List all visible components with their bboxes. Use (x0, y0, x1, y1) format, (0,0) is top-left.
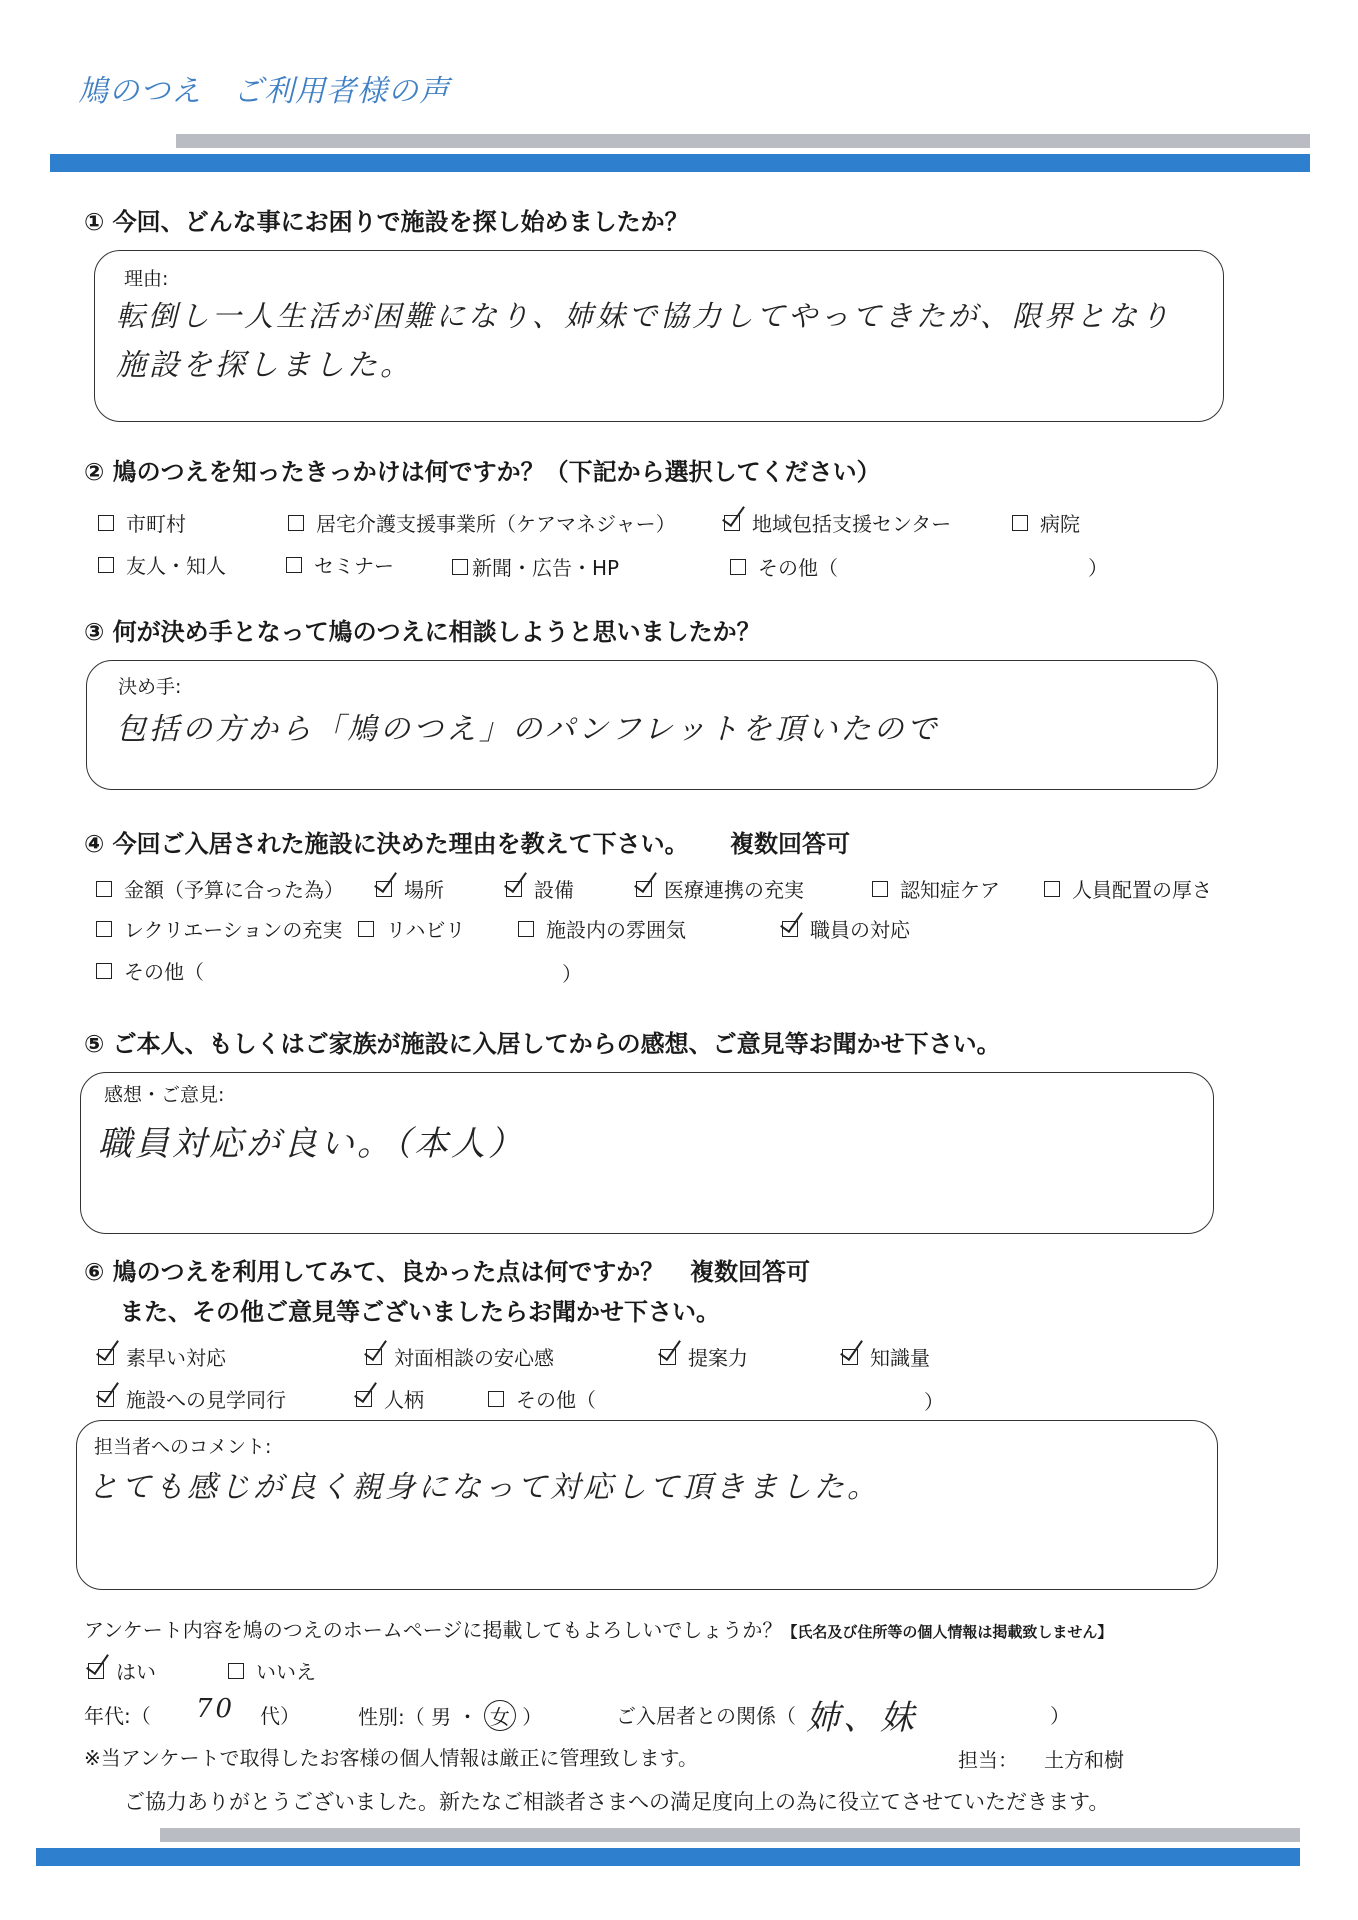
q4-option-dementia-care[interactable]: 認知症ケア (872, 874, 1000, 903)
q6-option-face-to-face[interactable]: 対面相談の安心感 (366, 1342, 554, 1371)
q6-option-other[interactable]: その他（ (488, 1384, 596, 1413)
publish-question: アンケート内容を鳩のつえのホームページに掲載してもよろしいでしょうか？ (84, 1618, 783, 1642)
relation-value: 姉、妹 (806, 1698, 917, 1738)
footer-gray-bar (160, 1828, 1300, 1842)
gender-separator: ・ (457, 1705, 478, 1729)
q4-option-recreation[interactable]: レクリエーションの充実 (96, 914, 342, 943)
q2-option-municipality[interactable]: 市町村 (98, 508, 186, 537)
q4-option-staff-response[interactable]: 職員の対応 (782, 914, 910, 943)
q2-other-close: ） (1088, 556, 1108, 580)
age-suffix: 代） (260, 1704, 300, 1728)
thanks-message: ご協力ありがとうございました。新たなご相談者さまへの満足度向上の為に役立てさせていただきます。 (124, 1790, 1110, 1814)
q4-question: ④ 今回ご入居された施設に決めた理由を教えて下さい。 (84, 830, 689, 858)
q4-checkbox-6[interactable] (96, 921, 112, 937)
q3-answer: 包括の方から「鳩のつえ」のパンフレットを頂いたので (116, 712, 940, 747)
q4-option-other[interactable]: その他（ (96, 956, 204, 985)
q6-checkbox-3[interactable] (842, 1349, 858, 1365)
header-gray-bar (176, 134, 1310, 148)
q6-checkbox-5[interactable] (356, 1391, 372, 1407)
page-title: 鳩のつえ ご利用者様の声 (78, 74, 450, 109)
publish-yes-checkbox[interactable] (88, 1663, 104, 1679)
q6-checkbox-6[interactable] (488, 1391, 504, 1407)
q6-comment-label: 担当者へのコメント: (94, 1436, 272, 1458)
q6-option-tour-escort[interactable]: 施設への見学同行 (98, 1384, 286, 1413)
q2-checkbox-4[interactable] (98, 557, 114, 573)
q2-question: ② 鳩のつえを知ったきっかけは何ですか？（下記から選択してください） (84, 458, 881, 486)
relation-close: ） (1050, 1704, 1070, 1728)
header-blue-bar (50, 154, 1310, 172)
q6-question-line2: また、その他ご意見等ございましたらお聞かせ下さい。 (120, 1298, 720, 1326)
staff-label: 担当： (958, 1748, 1018, 1772)
q1-question: ① 今回、どんな事にお困りで施設を探し始めましたか？ (84, 208, 689, 236)
q4-checkbox-8[interactable] (518, 921, 534, 937)
q2-checkbox-6[interactable] (452, 559, 468, 575)
relation-label: ご入居者との関係（ (616, 1704, 796, 1728)
q6-option-personality[interactable]: 人柄 (356, 1384, 424, 1413)
q6-checkbox-2[interactable] (660, 1349, 676, 1365)
q6-option-knowledge[interactable]: 知識量 (842, 1342, 930, 1371)
q2-checkbox-2[interactable] (724, 515, 740, 531)
q5-answer: 職員対応が良い。（本人） (98, 1124, 525, 1164)
publish-no-checkbox[interactable] (228, 1663, 244, 1679)
q6-comment: とても感じが良く親身になって対応して頂きました。 (88, 1470, 880, 1505)
q4-option-rehab[interactable]: リハビリ (358, 914, 465, 943)
q4-checkbox-10[interactable] (96, 963, 112, 979)
q6-option-quick-response[interactable]: 素早い対応 (98, 1342, 226, 1371)
gender-male: 男 (431, 1705, 452, 1729)
gender-row (358, 1700, 542, 1731)
staff-name: 土方和樹 (1044, 1748, 1124, 1772)
q1-answer-line2: 施設を探しました。 (116, 348, 413, 383)
age-label: 年代:（ (84, 1704, 151, 1728)
q6-checkbox-1[interactable] (366, 1349, 382, 1365)
q6-checkbox-0[interactable] (98, 1349, 114, 1365)
q4-option-medical[interactable]: 医療連携の充実 (636, 874, 804, 903)
q6-question: ⑥ 鳩のつえを利用してみて、良かった点は何ですか？ (84, 1258, 665, 1286)
q2-option-newspaper[interactable]: 新聞・広告・HP (452, 552, 619, 581)
q4-checkbox-2[interactable] (506, 881, 522, 897)
q3-label: 決め手: (118, 676, 182, 698)
q4-option-facilities[interactable]: 設備 (506, 874, 574, 903)
q4-checkbox-1[interactable] (376, 881, 392, 897)
footer-blue-bar (36, 1848, 1300, 1866)
q3-question: ③ 何が決め手となって鳩のつえに相談しようと思いましたか？ (84, 618, 761, 646)
q4-checkbox-7[interactable] (358, 921, 374, 937)
q6-option-proposal[interactable]: 提案力 (660, 1342, 748, 1371)
q2-checkbox-1[interactable] (288, 515, 304, 531)
q4-checkbox-5[interactable] (1044, 881, 1060, 897)
q2-option-community-center[interactable]: 地域包括支援センター (724, 508, 951, 537)
gender-label: 性別:（ (358, 1705, 425, 1729)
q2-checkbox-7[interactable] (730, 559, 746, 575)
q4-checkbox-4[interactable] (872, 881, 888, 897)
q4-checkbox-0[interactable] (96, 881, 112, 897)
q1-answer-box (94, 250, 1224, 422)
q1-label: 理由: (124, 268, 169, 290)
q4-option-location[interactable]: 場所 (376, 874, 444, 903)
q4-multi-note: 複数回答可 (730, 830, 850, 858)
q2-option-care-manager[interactable]: 居宅介護支援事業所（ケアマネジャー） (288, 508, 676, 537)
q6-multi-note: 複数回答可 (690, 1258, 810, 1286)
q4-checkbox-3[interactable] (636, 881, 652, 897)
q4-option-atmosphere[interactable]: 施設内の雰囲気 (518, 914, 686, 943)
q1-answer-line1: 転倒し一人生活が困難になり、姉妹で協力してやってきたが、限界となり (116, 299, 1173, 333)
q6-other-close: ） (924, 1390, 944, 1414)
publish-no-option[interactable]: いいえ (228, 1656, 316, 1685)
gender-female-circled: 女 (484, 1700, 516, 1731)
q6-checkbox-4[interactable] (98, 1391, 114, 1407)
q4-option-price[interactable]: 金額（予算に合った為） (96, 874, 344, 903)
q2-option-hospital[interactable]: 病院 (1012, 508, 1080, 537)
q2-option-friend[interactable]: 友人・知人 (98, 550, 226, 579)
gender-close: ） (522, 1705, 543, 1729)
q2-option-seminar[interactable]: セミナー (286, 550, 394, 579)
q2-checkbox-0[interactable] (98, 515, 114, 531)
publish-note: 【氏名及び住所等の個人情報は掲載致しません】 (782, 1623, 1113, 1641)
publish-question-row (84, 1614, 1112, 1643)
age-value: 70 (196, 1694, 236, 1724)
q4-checkbox-9[interactable] (782, 921, 798, 937)
q4-option-staffing[interactable]: 人員配置の厚さ (1044, 874, 1212, 903)
q4-other-close: ） (562, 962, 582, 986)
q2-checkbox-3[interactable] (1012, 515, 1028, 531)
q5-label: 感想・ご意見: (104, 1084, 225, 1106)
q5-question: ⑤ ご本人、もしくはご家族が施設に入居してからの感想、ご意見等お聞かせ下さい。 (84, 1030, 1001, 1058)
publish-yes-option[interactable]: はい (88, 1656, 156, 1685)
q2-option-other[interactable]: その他（ (730, 552, 838, 581)
privacy-note: ※当アンケートで取得したお客様の個人情報は厳正に管理致します。 (84, 1746, 698, 1770)
q2-checkbox-5[interactable] (286, 557, 302, 573)
